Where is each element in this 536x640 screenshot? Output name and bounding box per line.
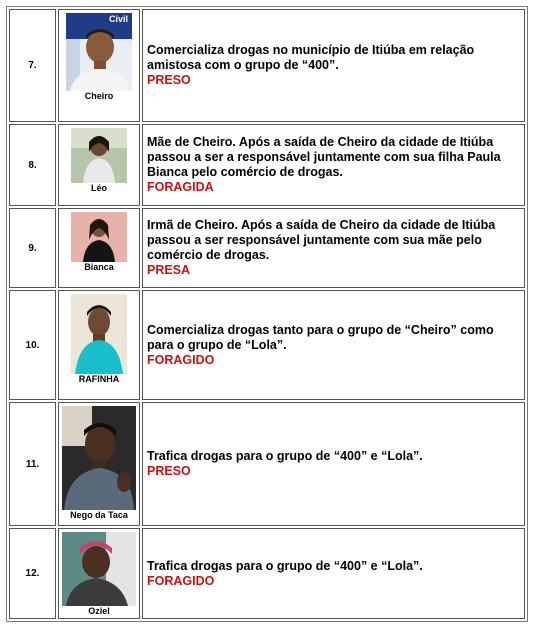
status-label: PRESA <box>147 263 191 277</box>
table-row <box>9 402 525 526</box>
description-text: Mãe de Cheiro. Após a saída de Cheiro da cidade de Itiúba passou a ser a responsável juntamente com sua filha Paula Bianca pelo comércio de drogas. <box>147 135 501 179</box>
description-cell <box>142 124 525 206</box>
table-row <box>9 290 525 400</box>
status-label: FORAGIDO <box>147 352 215 367</box>
table-row <box>9 9 525 122</box>
description-text: Trafica drogas para o grupo de “400” e “Lola”. <box>147 558 423 573</box>
photo-cell <box>58 290 140 400</box>
person-photo <box>71 294 127 374</box>
status-label: PRESO <box>147 73 191 87</box>
photo-cell <box>58 9 140 122</box>
description-text: Comercializa drogas no município de Itiúba em relação amistosa com o grupo de “400”. <box>147 43 475 72</box>
table-row <box>9 124 525 206</box>
table-row <box>9 528 525 619</box>
person-photo <box>62 406 136 510</box>
status-label: PRESO <box>147 464 191 478</box>
row-number: 7. <box>9 9 56 122</box>
photo-cell <box>58 208 140 288</box>
suspect-name: Oziel <box>88 606 110 616</box>
photo-cell <box>58 402 140 526</box>
table-row <box>9 208 525 288</box>
description-cell <box>142 290 525 400</box>
row-number: 12. <box>9 528 56 619</box>
person-photo <box>71 212 127 262</box>
suspects-table <box>6 6 528 622</box>
row-number: 8. <box>9 124 56 206</box>
description-text: Trafica drogas para o grupo de “400” e “Lola”. <box>147 449 423 463</box>
description-cell <box>142 402 525 526</box>
description-cell <box>142 528 525 619</box>
row-number: 10. <box>9 290 56 400</box>
suspect-name: Léo <box>90 183 107 193</box>
badge-text: Civil <box>108 14 128 24</box>
mugshot-photo <box>66 13 132 91</box>
status-label: FORAGIDO <box>147 573 215 588</box>
row-number: 9. <box>9 208 56 288</box>
suspect-name: Nego da Taca <box>70 510 128 520</box>
person-photo <box>71 128 127 183</box>
description-cell <box>142 9 525 122</box>
suspect-name: Cheiro <box>84 91 114 101</box>
person-photo <box>62 532 136 606</box>
description-text: Irmã de Cheiro. Após a saída de Cheiro da cidade de Itiúba passou a ser responsável juntamente com sua mãe pelo comércio de drogas. <box>147 218 496 262</box>
suspect-name: RAFINHA <box>78 374 120 384</box>
photo-cell <box>58 528 140 619</box>
suspect-name: Bianca <box>84 262 114 272</box>
status-label: FORAGIDA <box>147 180 214 194</box>
description-text: Comercializa drogas tanto para o grupo de “Cheiro” como para o grupo de “Lola”. <box>147 322 494 352</box>
row-number: 11. <box>9 402 56 526</box>
photo-cell <box>58 124 140 206</box>
description-cell <box>142 208 525 288</box>
